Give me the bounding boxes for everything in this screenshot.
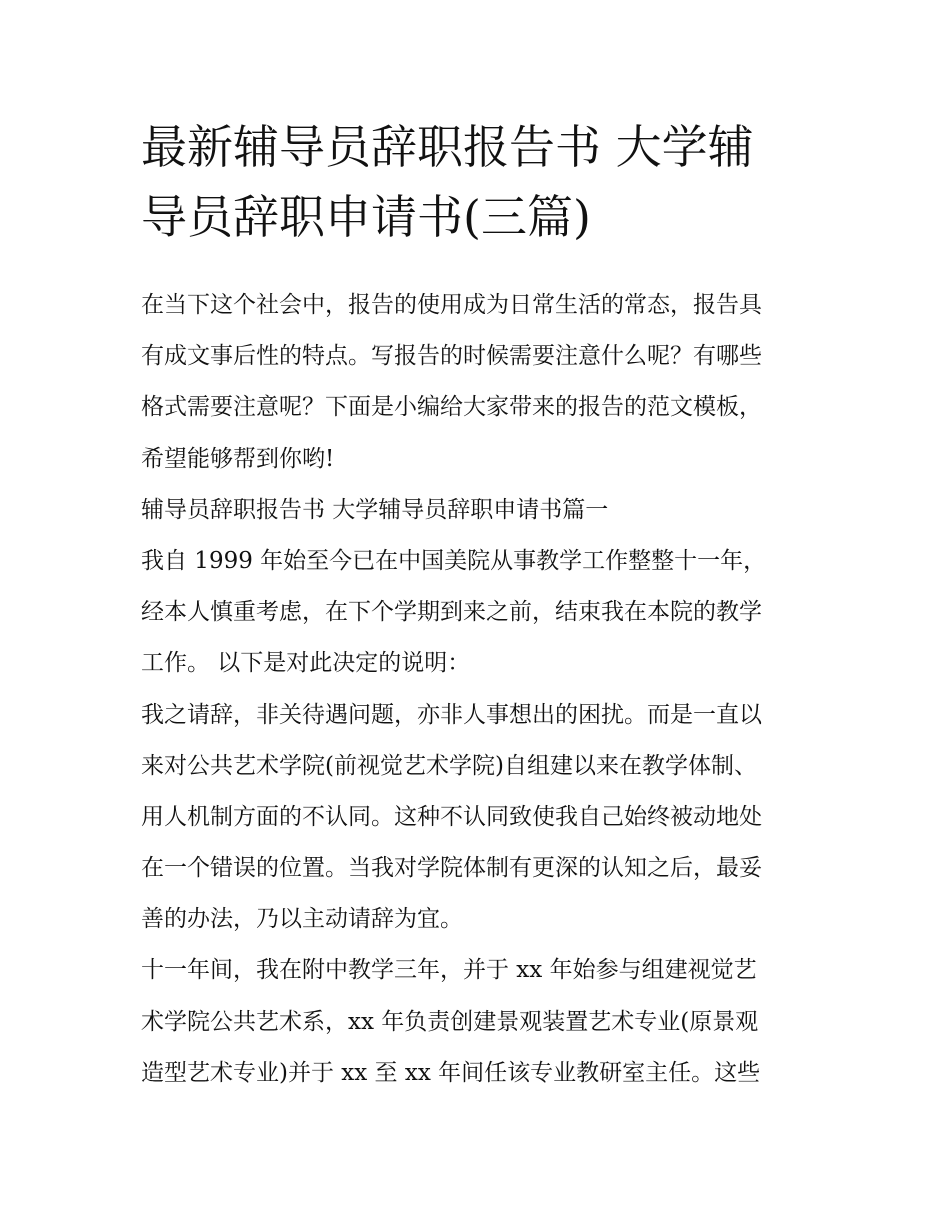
body-line: 我自 1999 年始至今已在中国美院从事教学工作整整十一年， [141,547,767,574]
body-line: 造型艺术专业)并于 xx 至 xx 年间任该专业教研室主任。这些 [141,1059,761,1086]
body-line: 善的办法，乃以主动请辞为宜。 [141,906,463,933]
body-line: 在当下这个社会中，报告的使用成为日常生活的常态，报告具 [141,292,762,318]
document-content [141,112,821,1099]
body-line: 用人机制方面的不认同。这种不认同致使我自己始终被动地处 [141,803,762,830]
body-line: 格式需要注意呢？下面是小编给大家带来的报告的范文模板， [141,394,762,421]
body-line: 来对公共艺术学院(前视觉艺术学院)自组建以来在教学体制、 [141,752,757,779]
body-line: 有成文事后性的特点。写报告的时候需要注意什么呢？有哪些 [141,343,762,370]
document-title [141,112,821,252]
title-line: 导员辞职申请书(三篇) [141,190,591,244]
document-body [141,280,821,1099]
body-line: 十一年间，我在附中教学三年，并于 xx 年始参与组建视觉艺 [141,957,757,984]
body-line: 希望能够帮到你哟! [141,445,335,472]
body-line: 我之请辞，非关待遇问题，亦非人事想出的困扰。而是一直以 [141,701,762,728]
body-line: 经本人慎重考虑，在下个学期到来之前，结束我在本院的教学 [141,599,762,626]
body-line: 工作。 以下是对此决定的说明： [141,650,471,677]
section-heading: 辅导员辞职报告书 大学辅导员辞职申请书篇一 [141,496,609,523]
body-line: 术学院公共艺术系，xx 年负责创建景观装置艺术专业(原景观 [141,1008,759,1035]
title-line: 最新辅导员辞职报告书 大学辅 [141,120,754,174]
body-line: 在一个错误的位置。当我对学院体制有更深的认知之后，最妥 [141,855,762,882]
